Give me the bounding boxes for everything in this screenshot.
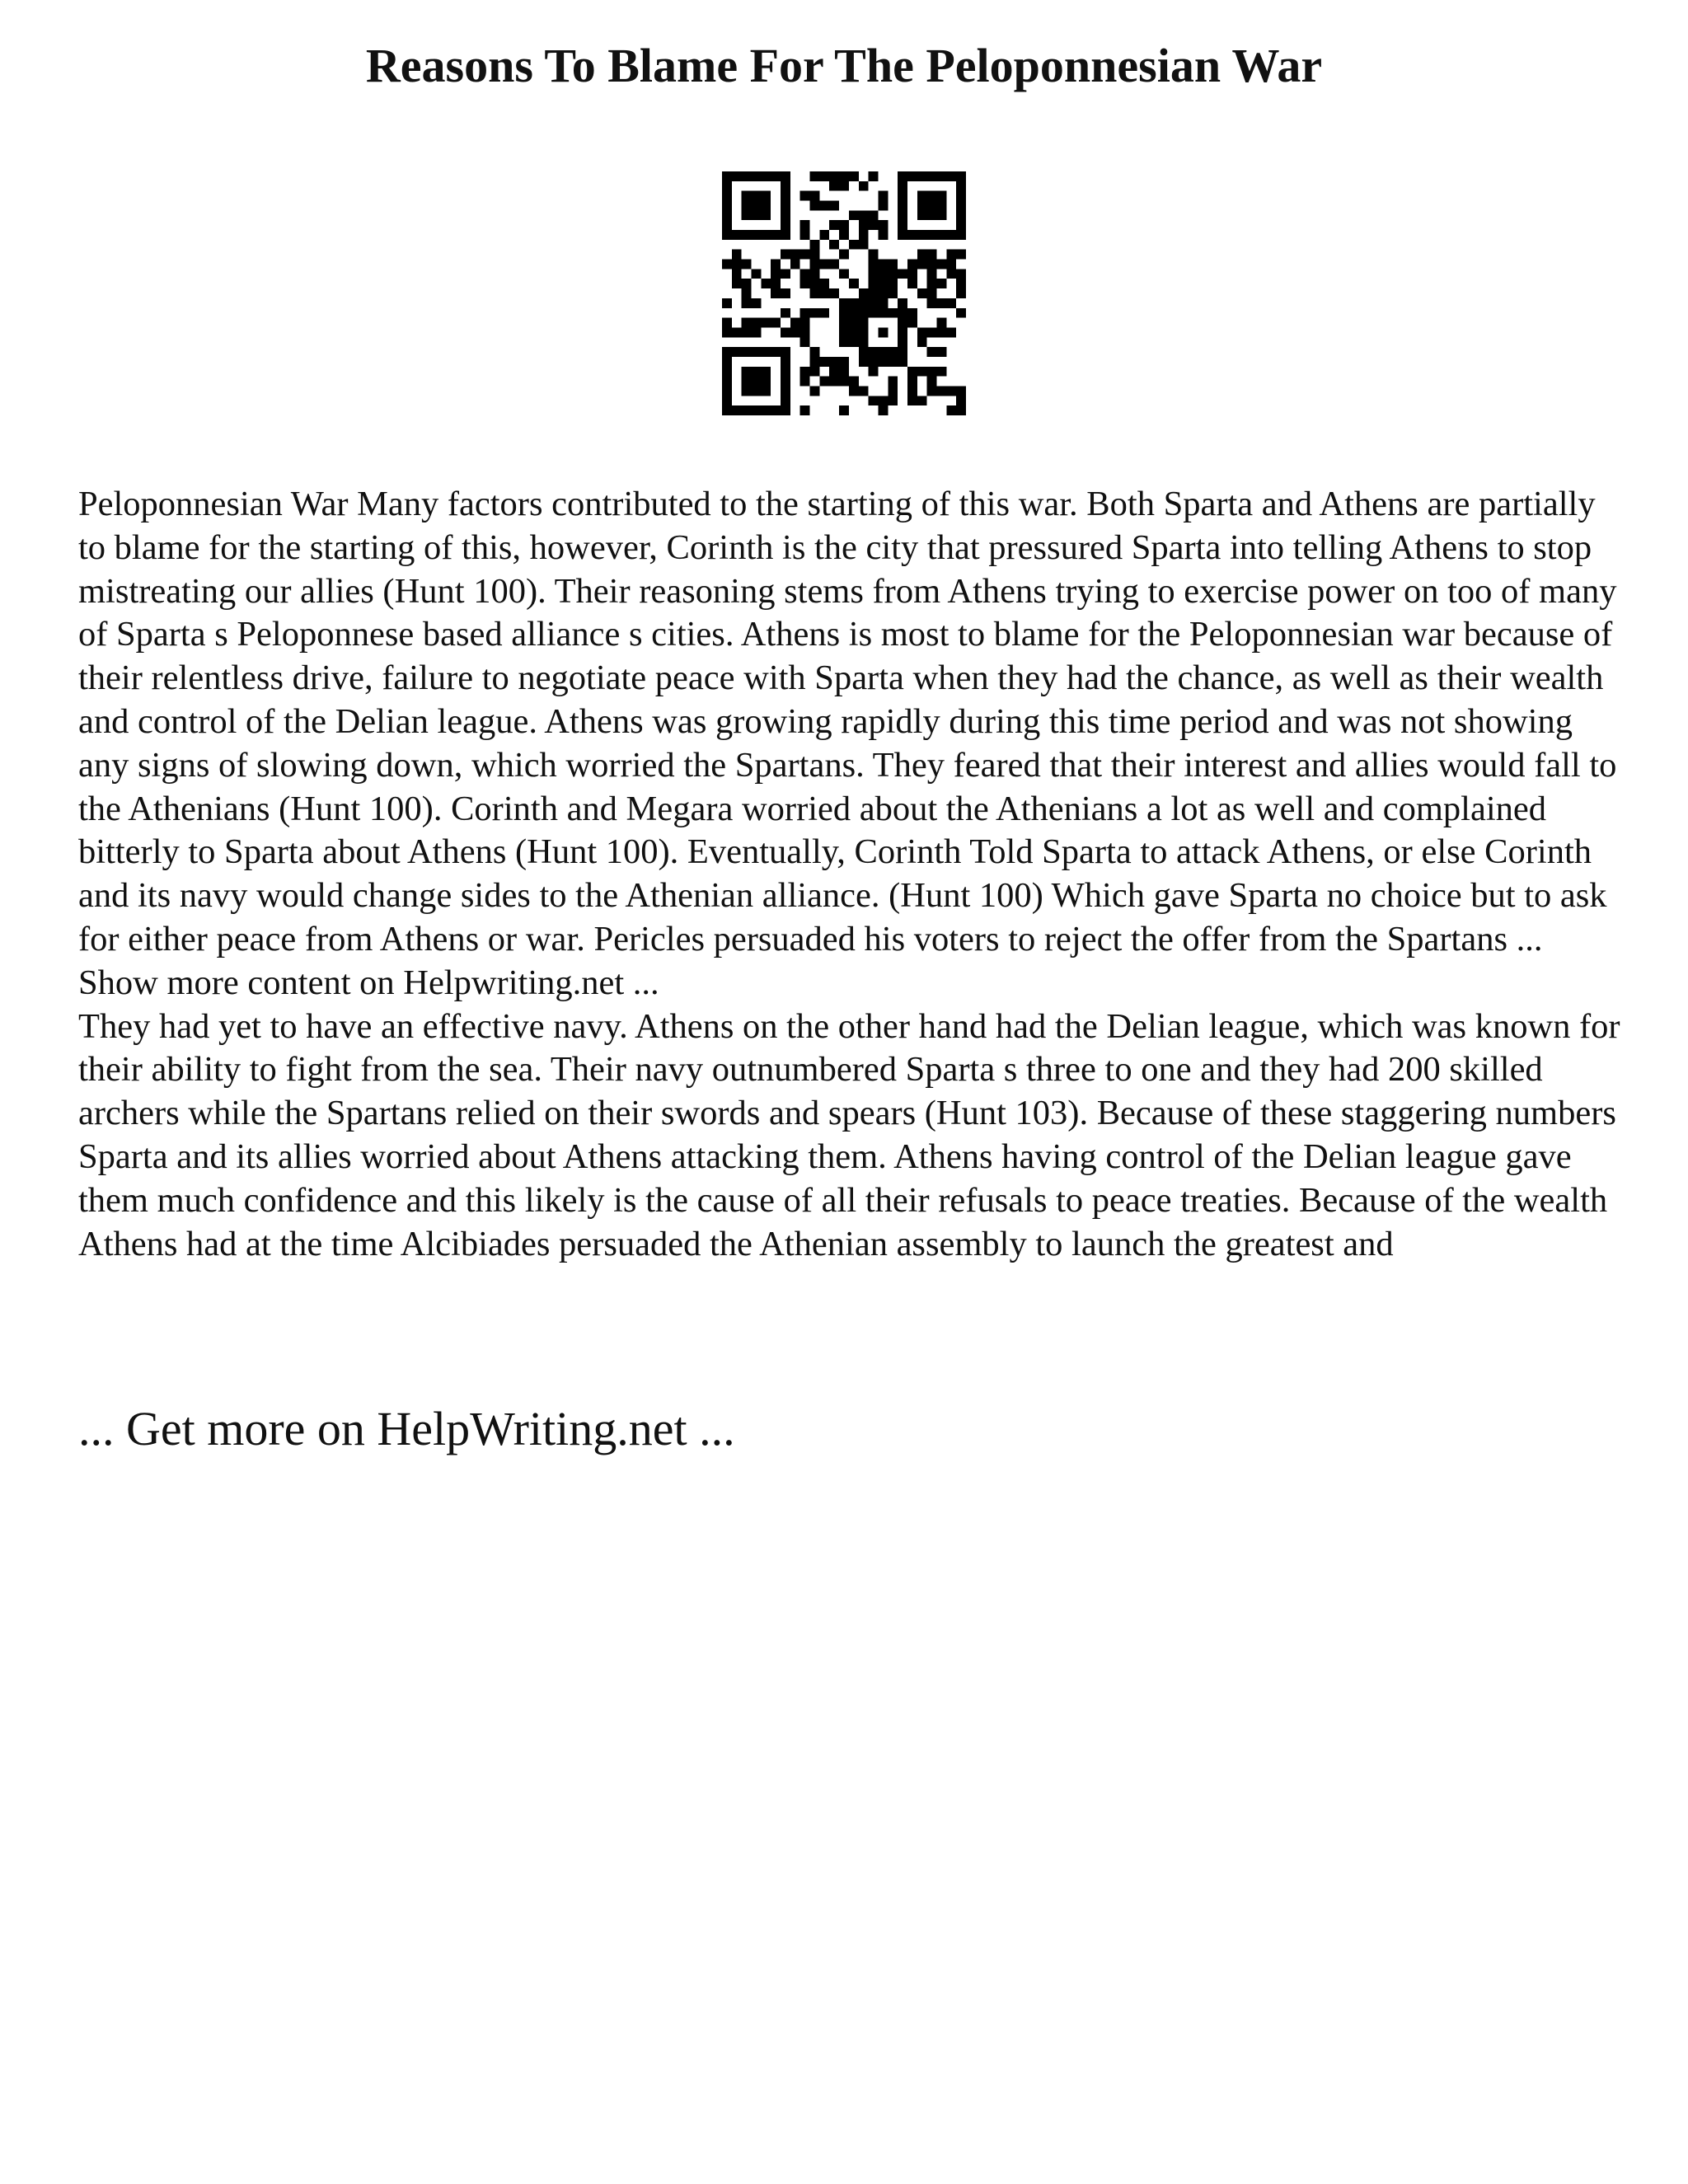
document-title: Reasons To Blame For The Peloponnesian War	[365, 39, 1323, 92]
body-paragraph-2: They had yet to have an effective navy. Athens on the other hand had the Delian league, which was known for their ability to fight from the sea. Their navy outnumbered Sparta s three to one and they had 200 skilled archers while the Spartans relied on their swords and spears (Hunt 103). Because of these staggering numbers Sparta and its allies worried about Athens attacking them. Athens having control of the Delian league gave them much confidence and this likely is the cause of all their refusals to peace treaties. Because of the wealth Athens had at the time Alcibiades persuaded the Athenian assembly to launch the greatest and	[78, 1006, 1620, 1263]
document-body	[78, 483, 1628, 1266]
body-paragraph-1: Peloponnesian War Many factors contributed to the starting of this war. Both Sparta and Athens are partially to blame for the starting of this, however, Corinth is the city that pressured Sparta into telling Athens to stop mistreating our allies (Hunt 100). Their reasoning stems from Athens trying to exercise power on too of many of Sparta s Peloponnese based alliance s cities. Athens is most to blame for the Peloponnesian war because of their relentless drive, failure to negotiate peace with Sparta when they had the chance, as well as their wealth and control of the Delian league. Athens was growing rapidly during this time period and was not showing any signs of slowing down, which worried the Spartans. They feared that their interest and allies would fall to the Athenians (Hunt 100). Corinth and Megara worried about the Athenians a lot as well and complained bitterly to Sparta about Athens (Hunt 100). Eventually, Corinth Told Sparta to attack Athens, or else Corinth and its navy would change sides to the Athenian alliance. (Hunt 100) Which gave Sparta no choice but to ask for either peace from Athens or war. Pericles persuaded his voters to reject the offer from the Spartans ... Show more content on Helpwriting.net ...	[78, 485, 1617, 1002]
get-more-link[interactable]: ... Get more on HelpWriting.net ...	[78, 1402, 735, 1455]
qr-code-icon	[722, 171, 966, 415]
